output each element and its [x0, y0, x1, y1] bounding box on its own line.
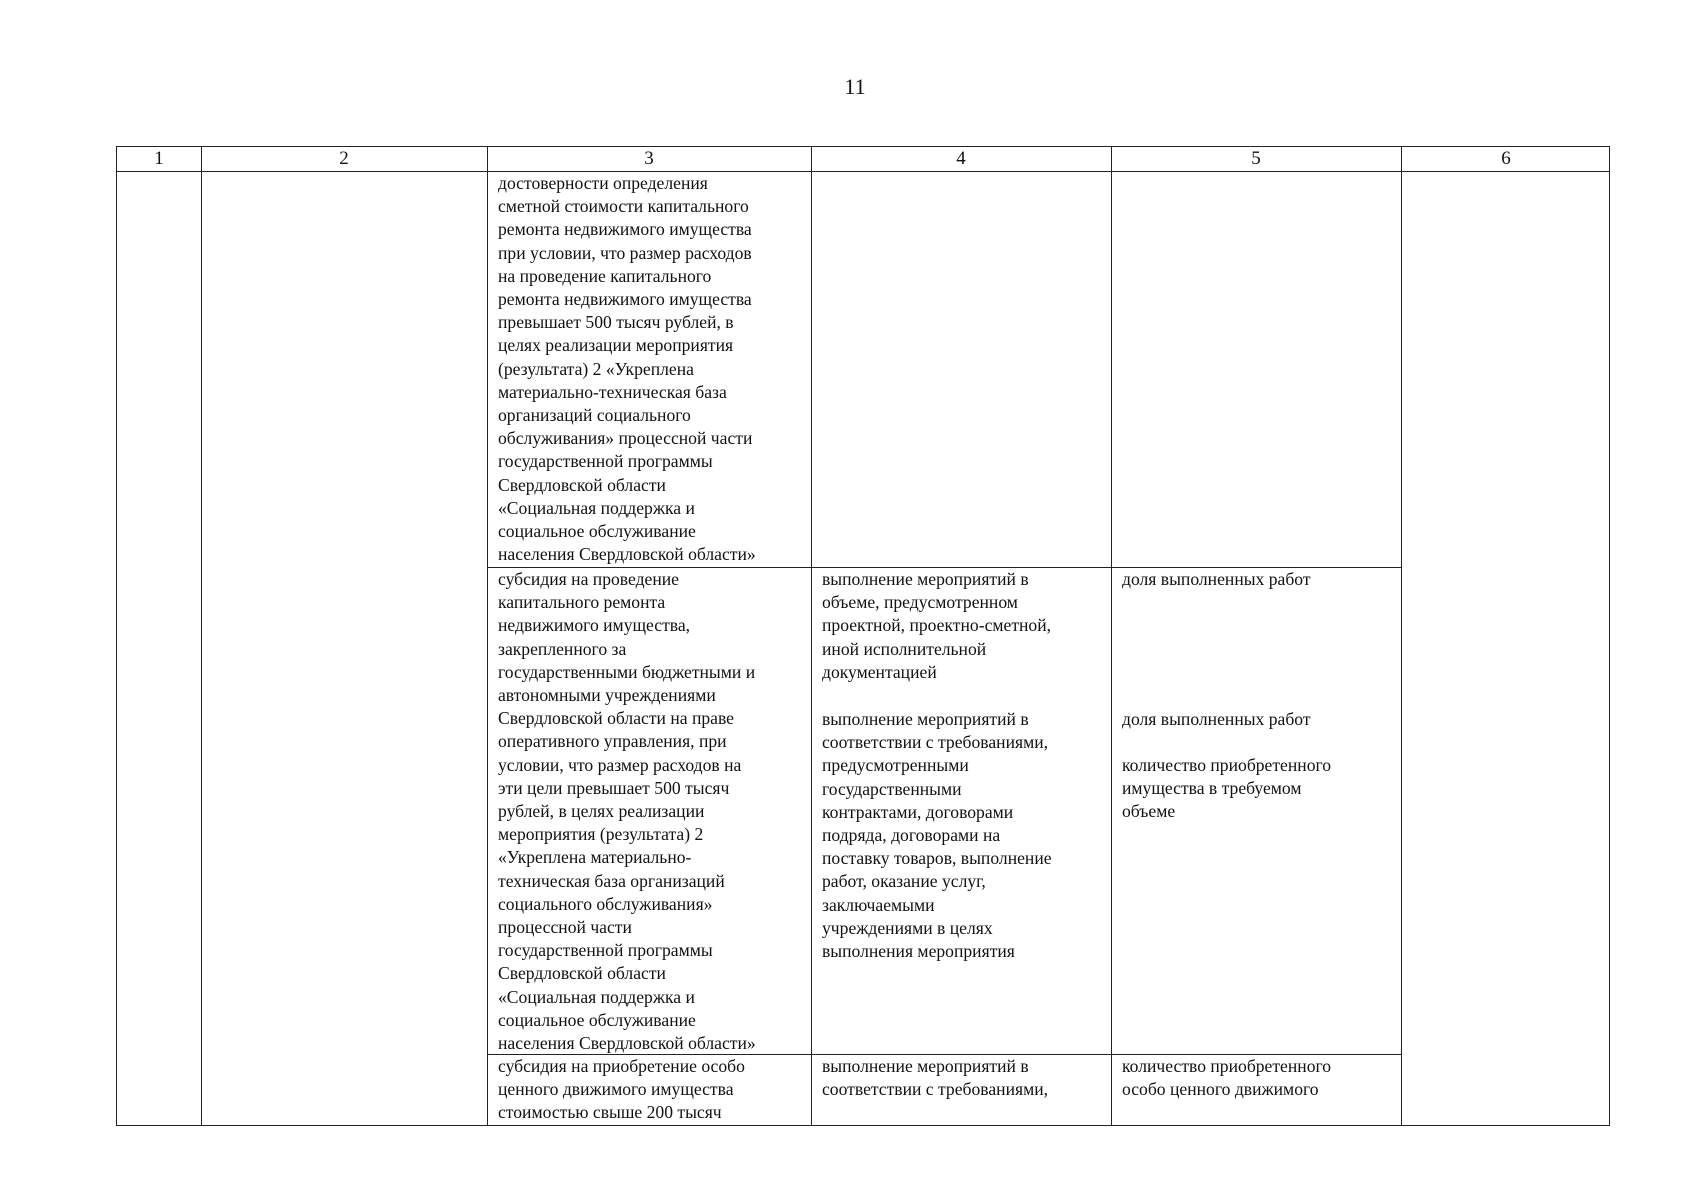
- column-divider: [1111, 147, 1112, 1125]
- column-number-5: 5: [1251, 148, 1261, 169]
- table-cell-row2-col4-a: выполнение мероприятий в объеме, предусмотренном проектной, проектно-сметной, иной исполнительной документацией: [822, 569, 1052, 682]
- column-divider: [201, 147, 202, 1125]
- column-divider: [811, 147, 812, 1125]
- table-cell-row2-col5-b: доля выполненных работ: [1122, 709, 1311, 729]
- column-number-3: 3: [644, 148, 654, 169]
- column-divider: [1401, 147, 1402, 1125]
- column-divider: [487, 147, 488, 1125]
- table-cell-row3-col4: выполнение мероприятий в соответствии с требованиями,: [822, 1056, 1049, 1100]
- table-cell-row1-col3: достоверности определения сметной стоимости капитального ремонта недвижимого имущества при условии, что размер расходов на проведение капитального ремонта недвижимого имущества превышает 500 тысяч рублей, в целях реализации мероприятия (результата) 2 «Укреплена материально-техническая база организаций социального обслуживания» процессной части государственной программы Свердловской области «Социальная поддержка и социальное обслуживание населения Свердловской области»: [498, 173, 756, 565]
- column-number-2: 2: [339, 148, 349, 169]
- table-cell-row2-col4-b: выполнение мероприятий в соответствии с требованиями, предусмотренными государственными контрактами, договорами подряда, договорами на поставку товаров, выполнение работ, оказание услуг, заключаемыми учреждениями в целях выполнения мероприятия: [822, 709, 1052, 962]
- table-cell-row2-col5-c: количество приобретенного имущества в требуемом объеме: [1122, 755, 1332, 822]
- table-cell-row2-col5-a: доля выполненных работ: [1122, 569, 1311, 589]
- table-cell-row3-col3: субсидия на приобретение особо ценного движимого имущества стоимостью свыше 200 тысяч: [498, 1056, 745, 1123]
- table-cell-row3-col5: количество приобретенного особо ценного движимого: [1122, 1056, 1332, 1100]
- document-table: [116, 146, 1610, 1126]
- table-cell-row2-col3: субсидия на проведение капитального ремонта недвижимого имущества, закрепленного за государственными бюджетными и автономными учреждениями Свердловской области на праве оперативного управления, при условии, что размер расходов на эти цели превышает 500 тысяч рублей, в целях реализации мероприятия (результата) 2 «Укреплена материально- техническая база организаций социального обслуживания» процессной части государственной программы Свердловской области «Социальная поддержка и социальное обслуживание населения Свердловской области»: [498, 569, 756, 1054]
- header-divider: [117, 171, 1609, 172]
- column-number-6: 6: [1501, 148, 1511, 169]
- page-number: 11: [844, 74, 866, 99]
- column-number-1: 1: [154, 148, 164, 169]
- column-number-4: 4: [956, 148, 966, 169]
